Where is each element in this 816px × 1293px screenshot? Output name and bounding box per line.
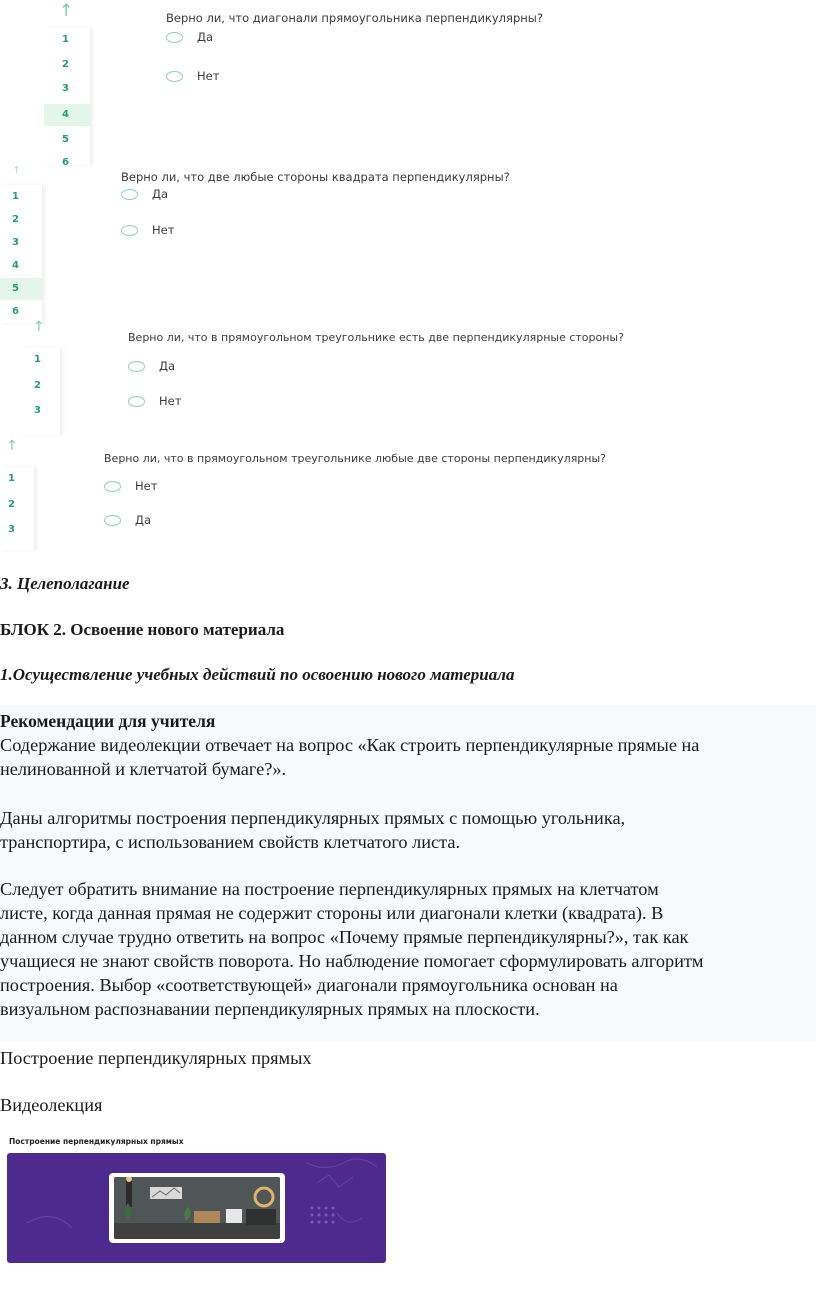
nav-item-3[interactable]: 3 xyxy=(8,524,15,535)
option-no[interactable] xyxy=(121,222,174,238)
nav-item-2[interactable]: 2 xyxy=(34,380,41,391)
rec-paragraph-3-line-4: учащиеся не знают свойств поворота. Но наблюдение помогает сформулировать алгоритм xyxy=(0,951,704,971)
radio-button[interactable] xyxy=(104,515,121,526)
nav-item-5-active[interactable]: 5 xyxy=(0,278,42,300)
quiz-4 xyxy=(0,437,816,550)
quiz-2 xyxy=(0,165,816,323)
nav-item-4-active[interactable]: 4 xyxy=(44,104,90,126)
radio-button[interactable] xyxy=(128,396,145,407)
option-no[interactable] xyxy=(166,68,219,84)
rec-title: Рекомендации для учителя xyxy=(0,711,216,731)
nav-item-4[interactable]: 4 xyxy=(12,260,19,271)
option-label: Да xyxy=(152,187,169,201)
option-yes[interactable] xyxy=(128,358,175,374)
room-illustration xyxy=(114,1177,280,1239)
question-text: Верно ли, что две любые стороны квадрата перпендикулярны? xyxy=(121,170,510,184)
option-label: Да xyxy=(197,30,214,44)
option-no[interactable] xyxy=(104,478,157,494)
rec-paragraph-3-line-3: данном случае трудно ответить на вопрос «Почему прямые перпендикулярны?», так как xyxy=(0,927,689,947)
option-label: Да xyxy=(135,513,152,527)
option-label: Нет xyxy=(152,223,175,237)
rec-paragraph-2-line-2: транспортира, с использованием свойств клетчатого листа. xyxy=(0,832,461,852)
rec-paragraph-1-line-2: нелинованной и клетчатой бумаге?». xyxy=(0,759,287,779)
scroll-up-icon[interactable]: ↑ xyxy=(6,438,18,454)
heading-block: БЛОК 2. Освоение нового материала xyxy=(0,620,285,639)
quiz-1 xyxy=(0,0,816,165)
radio-button[interactable] xyxy=(121,225,138,236)
rec-paragraph-3-line-5: построения. Выбор «соответствующей» диагонали прямоугольника основан на xyxy=(0,975,618,995)
nav-item-3[interactable]: 3 xyxy=(34,405,41,416)
question-text: Верно ли, что в прямоугольном треугольнике есть две перпендикулярные стороны? xyxy=(128,331,624,344)
option-yes[interactable] xyxy=(104,512,151,528)
radio-button[interactable] xyxy=(104,481,121,492)
option-label: Нет xyxy=(135,479,158,493)
rec-paragraph-1-line-1: Содержание видеолекции отвечает на вопрос «Как строить перпендикулярные прямые на xyxy=(0,735,700,755)
radio-button[interactable] xyxy=(166,32,183,43)
topic-line: Построение перпендикулярных прямых xyxy=(0,1048,312,1068)
option-yes[interactable] xyxy=(166,29,213,45)
rec-paragraph-2-line-1: Даны алгоритмы построения перпендикулярных прямых с помощью угольника, xyxy=(0,808,626,828)
rec-paragraph-3-line-2: листе, когда данная прямая не содержит стороны или диагонали клетки (квадрата). В xyxy=(0,903,664,923)
video-player[interactable] xyxy=(7,1153,386,1263)
nav-item-1[interactable]: 1 xyxy=(8,473,15,484)
option-label: Нет xyxy=(159,394,182,408)
rec-paragraph-3-line-1: Следует обратить внимание на построение перпендикулярных прямых на клетчатом xyxy=(0,879,659,899)
heading-actions: 1.Осуществление учебных действий по освоению нового материала xyxy=(0,665,515,684)
nav-item-2[interactable]: 2 xyxy=(8,499,15,510)
question-nav xyxy=(44,28,91,165)
heading-goal: 3. Целеполагание xyxy=(0,574,130,593)
video-label: Видеолекция xyxy=(0,1095,103,1115)
quiz-3 xyxy=(0,320,816,435)
question-text: Верно ли, что в прямоугольном треугольнике любые две стороны перпендикулярны? xyxy=(104,452,607,465)
scroll-up-icon[interactable]: ↑ xyxy=(33,319,45,335)
nav-item-1[interactable]: 1 xyxy=(34,354,41,365)
question-nav xyxy=(0,467,35,550)
question-text: Верно ли, что диагонали прямоугольника перпендикулярны? xyxy=(166,11,543,25)
nav-item-3[interactable]: 3 xyxy=(12,237,19,248)
room-scene-image xyxy=(114,1177,280,1239)
nav-item-2[interactable]: 2 xyxy=(12,214,19,225)
scroll-up-icon[interactable]: ↑ xyxy=(12,164,22,177)
nav-item-1[interactable]: 1 xyxy=(62,34,69,45)
nav-item-6[interactable]: 6 xyxy=(62,157,69,165)
option-yes[interactable] xyxy=(121,186,168,202)
nav-item-5[interactable]: 5 xyxy=(62,134,69,145)
video-thumbnail[interactable] xyxy=(109,1173,285,1243)
scroll-up-icon[interactable]: ↑ xyxy=(59,1,74,21)
option-no[interactable] xyxy=(128,393,181,409)
radio-button[interactable] xyxy=(121,189,138,200)
question-nav xyxy=(20,348,61,435)
nav-item-3[interactable]: 3 xyxy=(62,83,69,94)
nav-item-6[interactable]: 6 xyxy=(12,306,19,317)
rec-paragraph-3-line-6: визуальном распознавании перпендикулярных прямых на плоскости. xyxy=(0,999,540,1019)
video-caption: Построение перпендикулярных прямых xyxy=(9,1137,184,1146)
radio-button[interactable] xyxy=(128,361,145,372)
question-nav xyxy=(0,185,43,323)
option-label: Да xyxy=(159,359,176,373)
radio-button[interactable] xyxy=(166,71,183,82)
nav-item-1[interactable]: 1 xyxy=(12,191,19,202)
nav-item-2[interactable]: 2 xyxy=(62,59,69,70)
option-label: Нет xyxy=(197,69,220,83)
